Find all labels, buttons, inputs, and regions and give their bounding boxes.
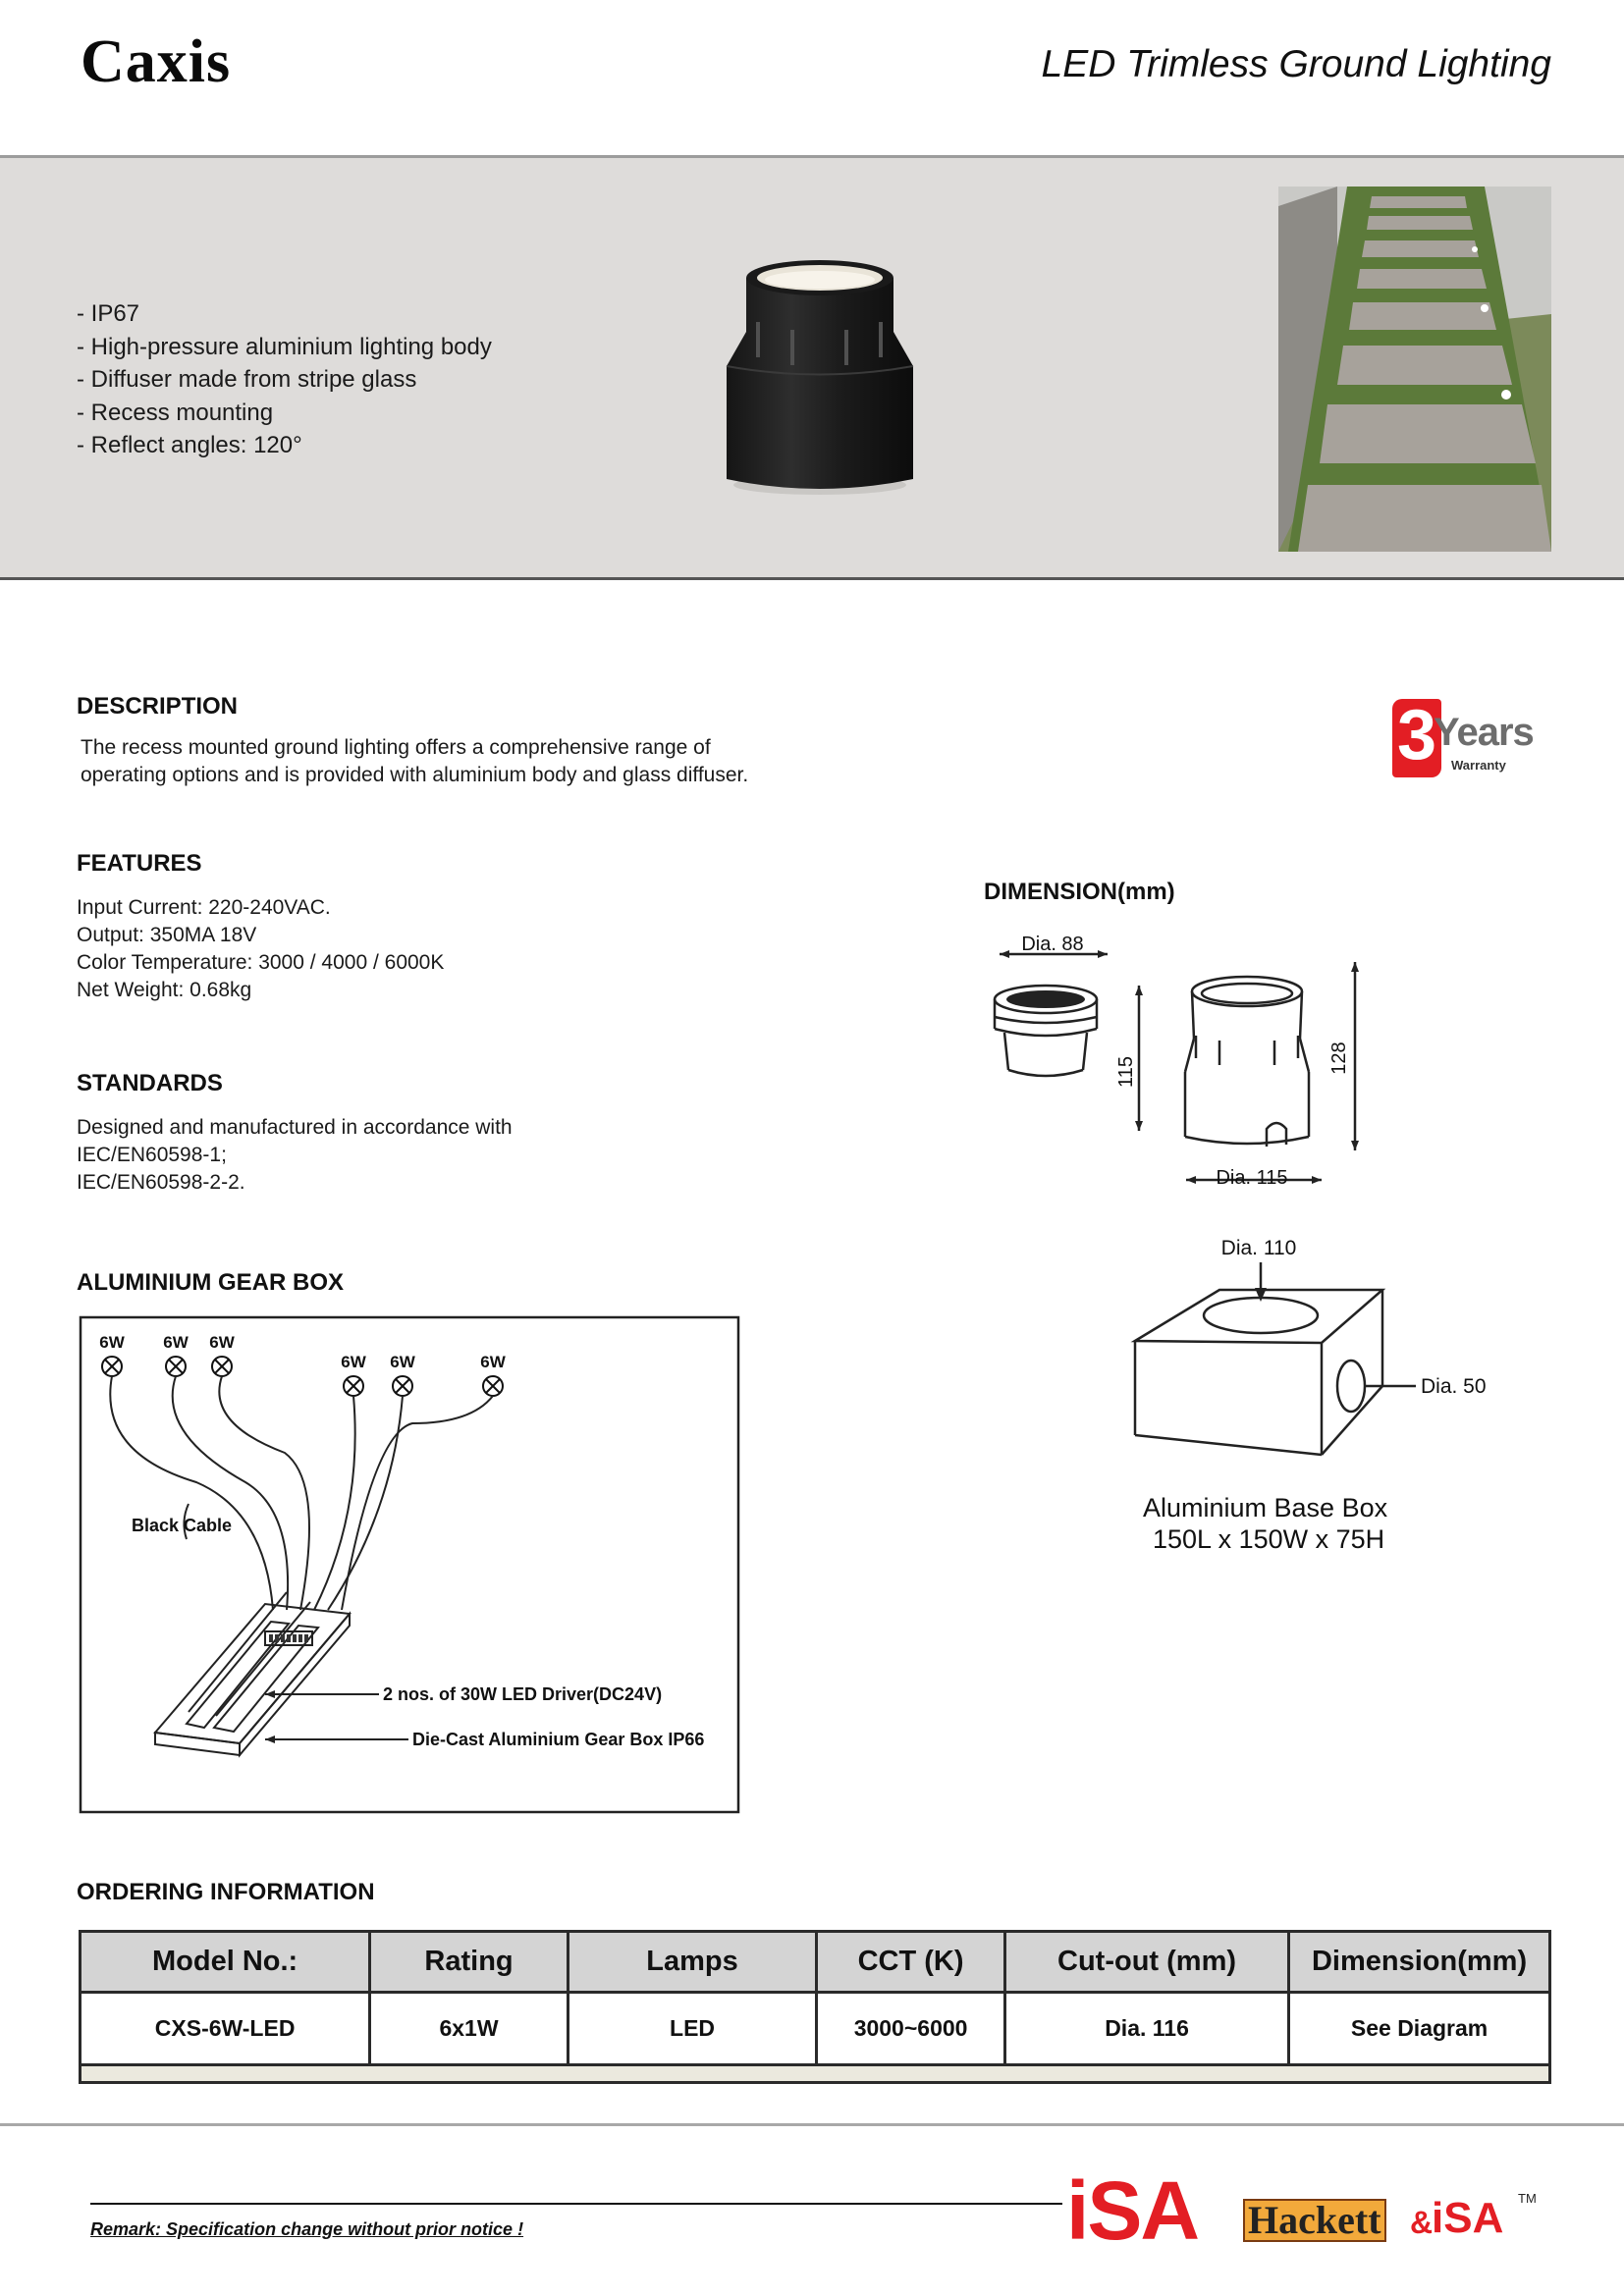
driver-label: 2 nos. of 30W LED Driver(DC24V) bbox=[383, 1684, 663, 1704]
dimension-heading: DIMENSION(mm) bbox=[984, 879, 1175, 905]
base-box-diagram bbox=[1119, 1233, 1512, 1480]
description-text bbox=[81, 734, 748, 789]
lamp-label: 6W bbox=[341, 1353, 366, 1371]
isa-logo: iSA bbox=[1066, 2164, 1199, 2257]
hero-feature-list bbox=[77, 297, 492, 462]
black-cable-label: Black Cable bbox=[132, 1516, 233, 1535]
isa-small-logo: iSA bbox=[1432, 2194, 1504, 2242]
features-list bbox=[77, 894, 444, 1004]
warranty-years: Years bbox=[1434, 711, 1534, 754]
hero-bullet: - Reflect angles: 120° bbox=[77, 432, 302, 458]
table-footer-strip bbox=[81, 2065, 1550, 2083]
hero-bullet: - IP67 bbox=[77, 300, 140, 327]
hackett-isa-logo bbox=[1243, 2191, 1538, 2244]
warranty-number: 3 bbox=[1396, 696, 1437, 774]
standards-line: IEC/EN60598-1; bbox=[77, 1144, 227, 1166]
remark-text: Remark: Specification change without prior notice ! bbox=[90, 2219, 524, 2239]
description-line: operating options and is provided with aluminium body and glass diffuser. bbox=[81, 764, 749, 786]
installation-photo bbox=[1278, 187, 1551, 552]
table-cell: LED bbox=[568, 1993, 816, 2065]
description-line: The recess mounted ground lighting offers a comprehensive range of bbox=[81, 736, 711, 759]
gearbox-label: Die-Cast Aluminium Gear Box IP66 bbox=[412, 1730, 705, 1749]
feature-line: Net Weight: 0.68kg bbox=[77, 979, 252, 1001]
base-box-size: 150L x 150W x 75H bbox=[1153, 1524, 1385, 1554]
feature-line: Output: 350MA 18V bbox=[77, 924, 257, 946]
base-box-name: Aluminium Base Box bbox=[1143, 1493, 1388, 1522]
dimension-diagram bbox=[972, 923, 1394, 1198]
table-cell: See Diagram bbox=[1289, 1993, 1550, 2065]
standards-list bbox=[77, 1114, 513, 1197]
remark-rule bbox=[90, 2203, 1062, 2205]
document-title: LED Trimless Ground Lighting bbox=[1041, 43, 1551, 85]
table-header-row bbox=[81, 1932, 1550, 1993]
warranty-badge bbox=[1392, 696, 1553, 779]
box-dia-110: Dia. 110 bbox=[1220, 1237, 1297, 1259]
gearbox-wiring-diagram bbox=[79, 1315, 740, 1814]
standards-line: IEC/EN60598-2-2. bbox=[77, 1171, 245, 1194]
brand-logo: Caxis bbox=[81, 28, 232, 95]
table-cell: Dia. 116 bbox=[1004, 1993, 1288, 2065]
dim-height-115: 115 bbox=[1115, 1056, 1137, 1088]
lamp-label: 6W bbox=[480, 1353, 506, 1371]
table-cell: 6x1W bbox=[370, 1993, 568, 2065]
gearbox-heading: ALUMINIUM GEAR BOX bbox=[77, 1269, 344, 1296]
ordering-heading: ORDERING INFORMATION bbox=[77, 1879, 375, 1905]
hero-bullet: - Diffuser made from stripe glass bbox=[77, 366, 417, 393]
standards-line: Designed and manufactured in accordance with bbox=[77, 1116, 513, 1139]
feature-line: Input Current: 220-240VAC. bbox=[77, 896, 331, 919]
table-row bbox=[81, 1993, 1550, 2065]
standards-heading: STANDARDS bbox=[77, 1070, 223, 1096]
lamp-label: 6W bbox=[390, 1353, 415, 1371]
column-header: Lamps bbox=[568, 1932, 816, 1993]
column-header: Dimension(mm) bbox=[1289, 1932, 1550, 1993]
box-dia-50: Dia. 50 bbox=[1421, 1375, 1487, 1398]
column-header: Model No.: bbox=[81, 1932, 370, 1993]
ampersand: & bbox=[1410, 2205, 1434, 2240]
hero-divider bbox=[0, 577, 1624, 580]
hero-bullet: - Recess mounting bbox=[77, 399, 274, 426]
column-header: Cut-out (mm) bbox=[1004, 1932, 1288, 1993]
luminaire-small-drawing bbox=[995, 954, 1139, 1131]
column-header: CCT (K) bbox=[817, 1932, 1005, 1993]
table-cell: 3000~6000 bbox=[817, 1993, 1005, 2065]
dim-dia-88: Dia. 88 bbox=[1021, 934, 1084, 955]
description-heading: DESCRIPTION bbox=[77, 693, 239, 720]
trademark: TM bbox=[1518, 2191, 1537, 2206]
product-image bbox=[717, 253, 923, 499]
feature-line: Color Temperature: 3000 / 4000 / 6000K bbox=[77, 951, 445, 974]
lamp-label: 6W bbox=[163, 1333, 189, 1352]
lamp-label: 6W bbox=[209, 1333, 235, 1352]
warranty-label: Warranty bbox=[1451, 758, 1506, 773]
ordering-table bbox=[79, 1930, 1551, 2084]
dim-dia-115: Dia. 115 bbox=[1216, 1167, 1288, 1189]
lamp-label: 6W bbox=[99, 1333, 125, 1352]
table-cell: CXS-6W-LED bbox=[81, 1993, 370, 2065]
dim-height-128: 128 bbox=[1328, 1041, 1350, 1075]
hackett-wordmark: Hackett bbox=[1243, 2199, 1386, 2242]
hero-bullet: - High-pressure aluminium lighting body bbox=[77, 333, 492, 360]
column-header: Rating bbox=[370, 1932, 568, 1993]
base-box-caption bbox=[1143, 1492, 1387, 1555]
features-heading: FEATURES bbox=[77, 850, 202, 877]
footer-divider bbox=[0, 2123, 1624, 2126]
